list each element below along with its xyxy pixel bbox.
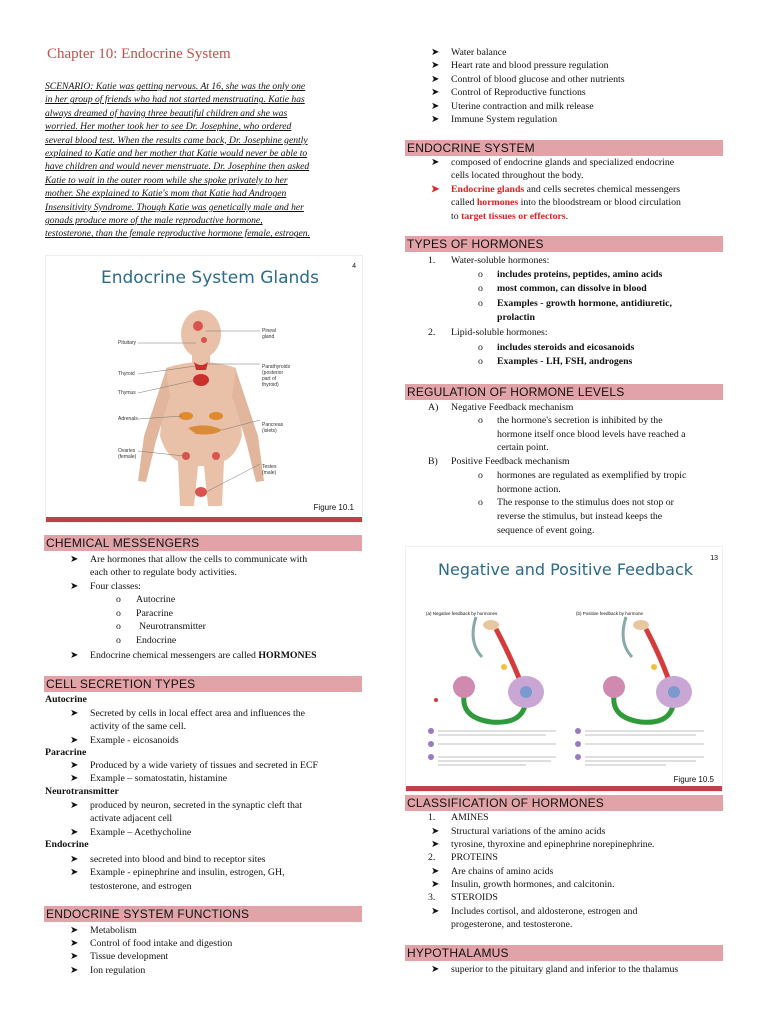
list-item: most common, can dissolve in blood: [497, 283, 647, 294]
cell-secretion-heading: CELL SECRETION TYPES: [44, 676, 362, 692]
list-item: sequence of event going.: [497, 525, 595, 536]
arrow-icon: ➤: [70, 581, 79, 592]
arrow-icon: ➤: [431, 74, 440, 85]
arrow-icon: ➤: [431, 87, 440, 98]
list-label: A): [428, 402, 439, 413]
list-item: Structural variations of the amino acids: [451, 826, 606, 837]
arrow-icon: ➤: [431, 879, 440, 890]
list-item: reverse the stimulus, but instead keeps the: [497, 511, 663, 522]
circle-bullet-icon: o: [478, 269, 483, 280]
figure-caption: Figure 10.1: [313, 503, 354, 512]
list-item: STEROIDS: [451, 892, 498, 903]
list-item: Endocrine chemical messengers are called HORMONES: [90, 650, 317, 661]
classification-heading: CLASSIFICATION OF HORMONES: [405, 795, 723, 811]
scenario-line: Insensitivity Syndrome. Though Katie was genetically male and her: [45, 201, 304, 213]
list-number: 1.: [428, 812, 436, 823]
scenario-line: Katie to wait in the outer room while she spoke privately to her: [45, 174, 288, 186]
arrow-icon: ➤: [431, 866, 440, 877]
list-item: Lipid-soluble hormones:: [451, 327, 548, 338]
figure-title: Negative and Positive Feedback: [438, 560, 694, 579]
arrow-icon: ➤: [70, 925, 79, 936]
list-item: hormone action.: [497, 484, 561, 495]
subheading: Autocrine: [45, 694, 87, 705]
scenario-line: SCENARIO: Katie was getting nervous. At 16, she was the only one: [45, 81, 306, 92]
arrow-icon: ➤: [70, 938, 79, 949]
list-label: B): [428, 456, 438, 467]
list-item: Example – Acethycholine: [90, 827, 192, 838]
endocrine-glands-figure: [45, 255, 363, 523]
list-number: 3.: [428, 892, 436, 903]
list-item: Control of food intake and digestion: [90, 938, 233, 949]
scenario-line: testosterone, than the female reproductive hormone female, estrogen.: [45, 228, 311, 240]
list-number: 1.: [428, 255, 436, 266]
list-item: hormone itself once blood levels have reached a: [497, 429, 686, 440]
list-item: certain point.: [497, 442, 549, 453]
scenario-line: explained to Katie and her mother that Katie would never be able to: [45, 148, 308, 160]
list-item: Uterine contraction and milk release: [451, 101, 594, 112]
list-item: to target tissues or effectors.: [451, 211, 569, 222]
list-item: Paracrine: [136, 608, 173, 619]
list-item: produced by neuron, secreted in the synaptic cleft that: [90, 800, 302, 811]
list-item: Ion regulation: [90, 965, 146, 976]
list-item: Example – somatostatin, histamine: [90, 773, 228, 784]
list-item: Endocrine: [136, 635, 177, 646]
endocrine-system-heading: ENDOCRINE SYSTEM: [405, 140, 723, 156]
arrow-icon: ➤: [70, 854, 79, 865]
scenario-line: worried. Her mother took her to see Dr. Josephine, who ordered: [45, 121, 292, 133]
circle-bullet-icon: o: [116, 594, 121, 605]
arrow-icon: ➤: [70, 708, 79, 719]
negative-feedback-panel: [434, 617, 544, 722]
arrow-icon: ➤: [431, 114, 440, 125]
positive-feedback-panel: [603, 617, 692, 722]
types-heading: TYPES OF HORMONES: [405, 236, 723, 252]
scenario-line: in her group of friends who had not started menstruating. Katie has: [45, 94, 305, 106]
list-item: prolactin: [497, 312, 535, 323]
arrow-icon: ➤: [70, 867, 79, 878]
arrow-icon: ➤: [70, 965, 79, 976]
functions-heading: ENDOCRINE SYSTEM FUNCTIONS: [44, 906, 362, 922]
figure-caption: Figure 10.5: [673, 775, 714, 784]
subheading: Neurotransmitter: [45, 786, 119, 797]
list-item: Metabolism: [90, 925, 137, 936]
figure-footer-bar: [46, 517, 362, 522]
arrow-icon: ➤: [70, 650, 79, 661]
feedback-figure: [405, 546, 723, 792]
list-item: Autocrine: [136, 594, 176, 605]
list-item: Endocrine glands and cells secretes chemical messengers: [451, 184, 681, 195]
list-item: activity of the same cell.: [90, 721, 187, 732]
arrow-icon: ➤: [70, 827, 79, 838]
subheading: Endocrine: [45, 839, 89, 850]
list-item: Control of blood glucose and other nutrients: [451, 74, 625, 85]
circle-bullet-icon: o: [478, 415, 483, 426]
arrow-icon: ➤: [431, 60, 440, 71]
list-item: Produced by a wide variety of tissues and secreted in ECF: [90, 760, 318, 771]
list-item: Heart rate and blood pressure regulation: [451, 60, 609, 71]
figure-title: Endocrine System Glands: [101, 268, 319, 288]
list-item: testosterone, and estrogen: [90, 881, 192, 892]
list-item: Immune System regulation: [451, 114, 558, 125]
arrow-icon: ➤: [431, 964, 440, 975]
panel-b-label: (b) Positive feedback by hormone: [576, 611, 644, 616]
chapter-title: Chapter 10: Endocrine System: [47, 46, 231, 62]
list-item: Four classes:: [90, 581, 141, 592]
list-item: Water balance: [451, 47, 507, 58]
figure-footer-bar: [406, 786, 722, 791]
list-item: Examples - LH, FSH, androgens: [497, 356, 633, 367]
list-item: superior to the pituitary gland and inferior to the thalamus: [451, 964, 679, 975]
arrow-icon: ➤: [431, 839, 440, 850]
list-item: Water-soluble hormones:: [451, 255, 550, 266]
circle-bullet-icon: o: [116, 635, 121, 646]
list-number: 2.: [428, 852, 436, 863]
arrow-icon: ➤: [431, 47, 440, 58]
list-item: Negative Feedback mechanism: [451, 402, 574, 413]
arrow-icon: ➤: [70, 735, 79, 746]
circle-bullet-icon: o: [116, 621, 121, 632]
slide-number: 13: [710, 555, 718, 562]
list-item: Insulin, growth hormones, and calcitonin.: [451, 879, 615, 890]
arrow-icon: ➤: [70, 554, 79, 565]
list-item: Includes cortisol, and aldosterone, estrogen and: [451, 906, 638, 917]
list-item: Secreted by cells in local effect area and influences the: [90, 708, 305, 719]
list-item: PROTEINS: [451, 852, 498, 863]
slide-number: 4: [352, 263, 356, 270]
list-number: 2.: [428, 327, 436, 338]
list-item: Tissue development: [90, 951, 169, 962]
list-item: Positive Feedback mechanism: [451, 456, 570, 467]
list-item: composed of endocrine glands and specialized endocrine: [451, 157, 675, 168]
scenario-line: have children and would never menstruate. Dr. Josephine then asked: [45, 161, 310, 173]
hypothalamus-heading: HYPOTHALAMUS: [405, 945, 723, 961]
list-item: AMINES: [451, 812, 489, 823]
feedback-diagram: [406, 547, 723, 792]
arrow-icon: ➤: [70, 773, 79, 784]
list-item: progesterone, and testosterone.: [451, 919, 573, 930]
scenario-line: mother. She explained to Katie's mom that Katie had Androgen: [45, 188, 287, 200]
circle-bullet-icon: o: [478, 342, 483, 353]
list-item: Are hormones that allow the cells to communicate with: [90, 554, 308, 565]
arrow-icon: ➤: [431, 101, 440, 112]
arrow-icon: ➤: [70, 760, 79, 771]
list-item: hormones are regulated as exemplified by tropic: [497, 470, 687, 481]
scenario-paragraph: [45, 80, 363, 241]
list-item: Are chains of amino acids: [451, 866, 554, 877]
circle-bullet-icon: o: [478, 497, 483, 508]
scenario-line: gonads produce more of the male reproductive hormone,: [45, 215, 263, 227]
list-item: includes steroids and eicosanoids: [497, 342, 635, 353]
circle-bullet-icon: o: [116, 608, 121, 619]
list-item: Examples - growth hormone, antidiuretic,: [497, 298, 672, 309]
list-item: cells located throughout the body.: [451, 170, 584, 181]
circle-bullet-icon: o: [478, 470, 483, 481]
list-item: Example - epinephrine and insulin, estrogen, GH,: [90, 867, 285, 878]
list-item: tyrosine, thyroxine and epinephrine norepinephrine.: [451, 839, 655, 850]
subheading: Paracrine: [45, 747, 87, 758]
regulation-heading: REGULATION OF HORMONE LEVELS: [405, 384, 723, 400]
circle-bullet-icon: o: [478, 356, 483, 367]
circle-bullet-icon: o: [478, 298, 483, 309]
list-item: Example - eicosanoids: [90, 735, 179, 746]
figure-label-left: Pituitary Thyroid Thymus Adrenals Ovaries (female): [118, 340, 138, 460]
list-item: Neurotransmitter: [139, 621, 206, 632]
arrow-icon: ➤: [70, 951, 79, 962]
scenario-line: several blood test. When the results came back, Dr. Josephine gently: [45, 134, 308, 146]
figure-label-right: Pineal gland Parathyroids (posterior part of thyroid) Pancreas (islets) Testes (male): [262, 328, 291, 476]
human-body-illustration: [46, 256, 363, 523]
list-item: the hormone's secretion is inhibited by the: [497, 415, 663, 426]
list-item: called hormones into the bloodstream or blood circulation: [451, 197, 681, 208]
chemical-messengers-heading: CHEMICAL MESSENGERS: [44, 535, 362, 551]
scenario-line: always dreamed of having three beautiful children and she was: [45, 107, 288, 119]
list-item: Control of Reproductive functions: [451, 87, 586, 98]
list-item: each other to regulate body activities.: [90, 567, 237, 578]
red-arrow-icon: ➤: [431, 184, 440, 195]
panel-a-label: (a) Negative feedback by hormones: [426, 611, 498, 616]
list-item: activate adjacent cell: [90, 813, 173, 824]
list-item: secreted into blood and bind to receptor sites: [90, 854, 266, 865]
arrow-icon: ➤: [431, 826, 440, 837]
arrow-icon: ➤: [431, 906, 440, 917]
arrow-icon: ➤: [431, 157, 440, 168]
list-item: The response to the stimulus does not stop or: [497, 497, 674, 508]
list-item: includes proteins, peptides, amino acids: [497, 269, 663, 280]
arrow-icon: ➤: [70, 800, 79, 811]
circle-bullet-icon: o: [478, 283, 483, 294]
